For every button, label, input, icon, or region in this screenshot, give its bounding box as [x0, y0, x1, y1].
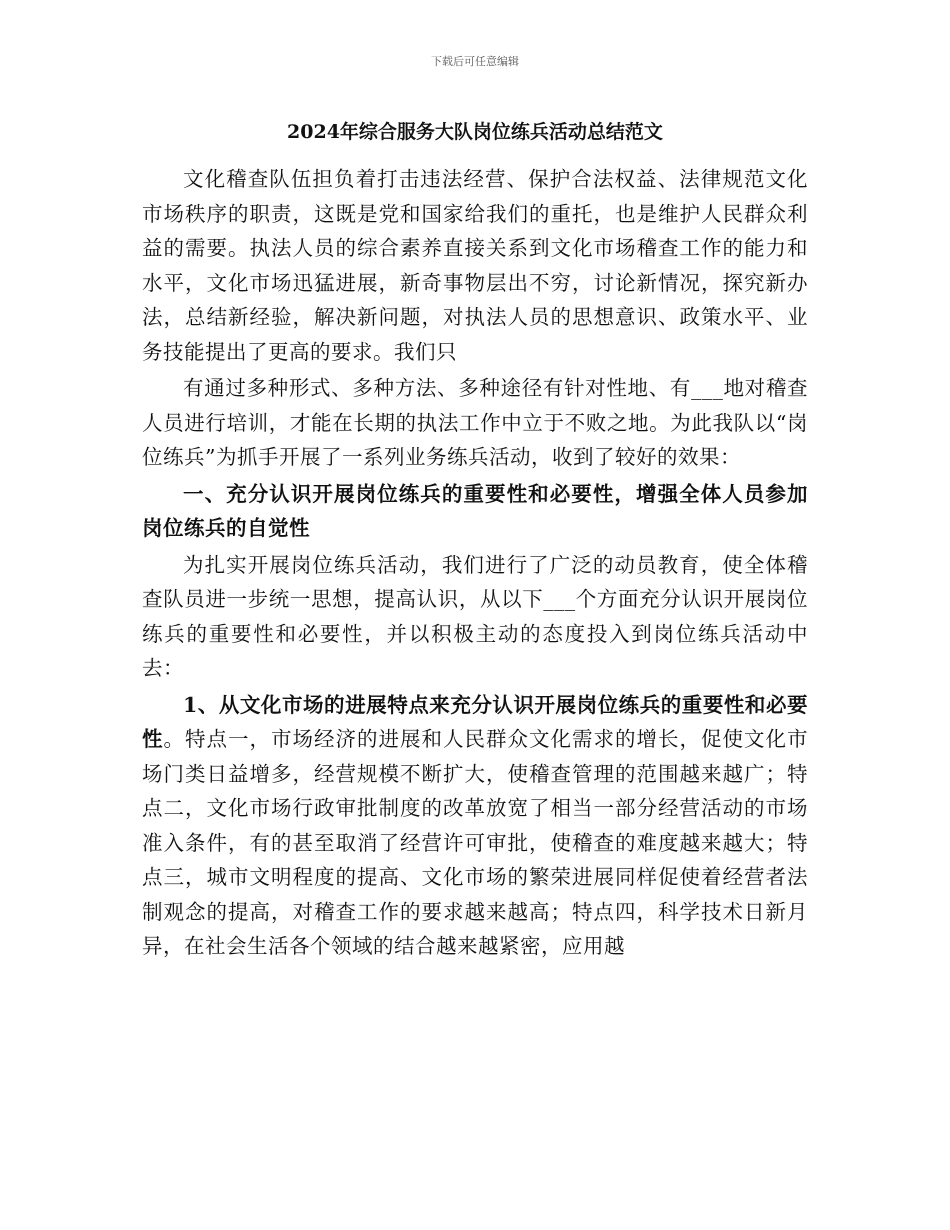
- subheading-1: 1、从文化市场的进展特点来充分认识开展岗位练兵的重要性和必要性: [142, 692, 808, 751]
- document-title: 2024年综合服务大队岗位练兵活动总结范文: [287, 121, 663, 143]
- paragraph-training: 有通过多种形式、多种方法、多种途径有针对性地、有___地对稽查人员进行培训，才能在长期的执法工作中立于不败之地。为此我队以“岗位练兵”为抓手开展了一系列业务练兵活动，收到了较好的效果：: [142, 376, 808, 469]
- paragraph-intro: 文化稽查队伍担负着打击违法经营、保护合法权益、法律规范文化市场秩序的职责，这既是党和国家给我们的重托，也是维护人民群众利益的需要。执法人员的综合素养直接关系到文化市场稽查工作的能力和水平，文化市场迅猛进展，新奇事物层出不穷，讨论新情况，探究新办法，总结新经验，解决新问题，对执法人员的思想意识、政策水平、业务技能提出了更高的要求。我们只: [142, 167, 808, 364]
- paragraph-mobilization: 为扎实开展岗位练兵活动，我们进行了广泛的动员教育，使全体稽查队员进一步统一思想，提高认识，从以下___个方面充分认识开展岗位练兵的重要性和必要性，并以积极主动的态度投入到岗位练兵活动中去：: [142, 552, 808, 680]
- paragraph-market-features-text: 。特点一，市场经济的进展和人民群众文化需求的增长，促使文化市场门类日益增多，经营规模不断扩大，使稽查管理的范围越来越广；特点二，文化市场行政审批制度的改革放宽了相当一部分经营活动的市场准入条件，有的甚至取消了经营许可审批，使稽查的难度越来越大；特点三，城市文明程度的提高、文化市场的繁荣进展同样促使着经营者法制观念的提高，对稽查工作的要求越来越高；特点四，科学技术日新月异，在社会生活各个领域的结合越来越紧密，应用越: [142, 727, 808, 958]
- document-body: [142, 116, 808, 964]
- paragraph-market-features: [142, 688, 808, 964]
- page-header-note: 下载后可任意编辑: [431, 55, 519, 68]
- section-heading-1: 一、充分认识开展岗位练兵的重要性和必要性，增强全体人员参加岗位练兵的自觉性: [142, 481, 808, 540]
